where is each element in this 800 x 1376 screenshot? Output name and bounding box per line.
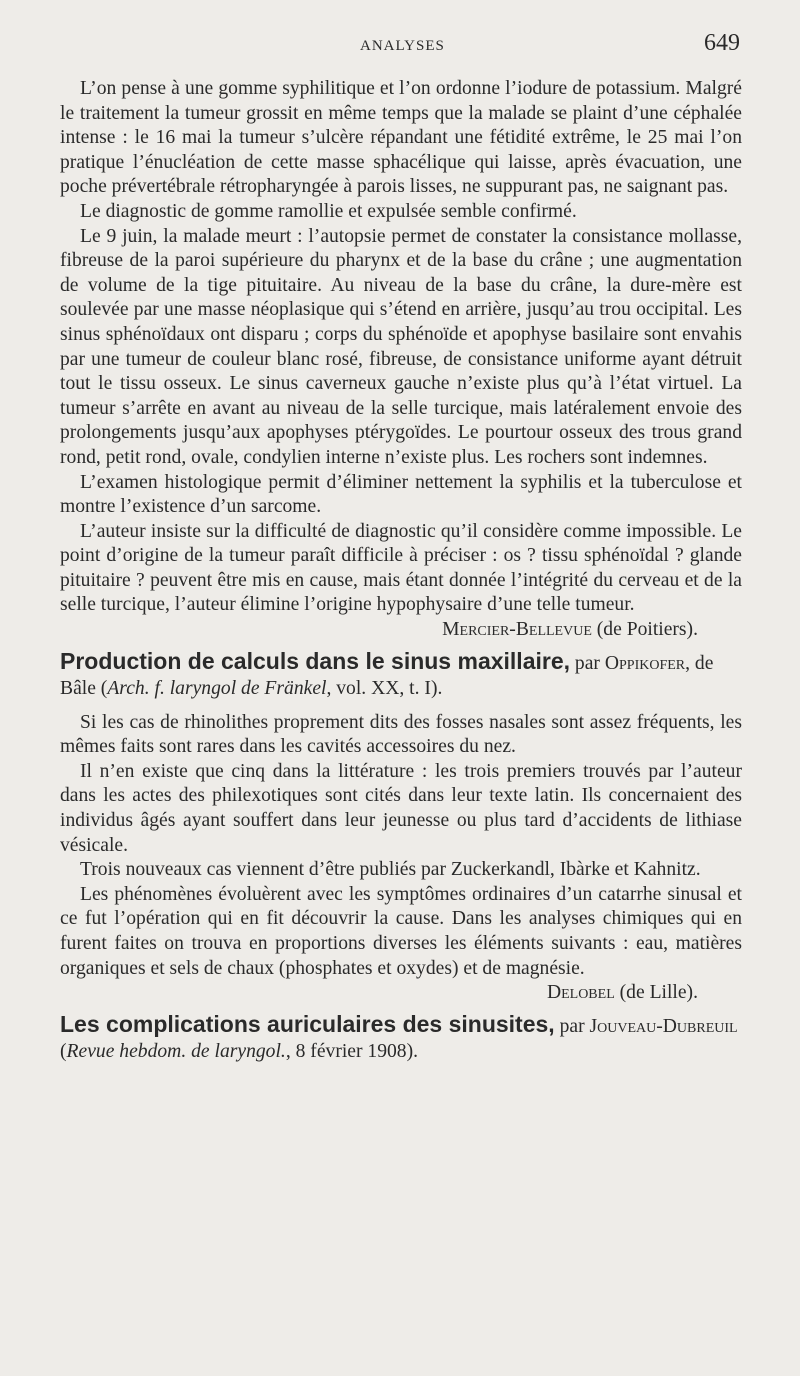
article2-by: par — [570, 652, 605, 674]
signature-name: Mercier-Bellevue — [442, 619, 592, 641]
article2-paragraph: Si les cas de rhinolithes proprement dits des fosses nasales sont assez fréquents, les mêmes faits sont rares dans les cavités accessoires du nez. — [60, 711, 742, 758]
article2-author-place: , de Bâle ( — [60, 652, 714, 699]
article3-journal: Revue hebdom. de laryngol. — [66, 1040, 286, 1062]
article2-signature — [60, 981, 742, 1006]
article1-paragraph: Le 9 juin, la malade meurt : l’autopsie permet de constater la consistance mollasse, fibreuse de la paroi supérieure du pharynx et de la base du crâne ; une augmentation de volume de la tige pituitaire. Au niveau de la base du crâne, la dure-mère est soulevée par une masse néoplasique qui s’étend en arrière, jusqu’au trou occipital. Les sinus sphénoïdaux ont disparu ; corps du sphénoïde et apophyse basilaire sont envahis par une tumeur de couleur blanc rosé, fibreuse, de consistance uniforme ayant détruit tout le tissu osseux. Le sinus caverneux gauche n’existe plus qu’à l’état virtuel. La tumeur s’arrête en avant au niveau de la selle turcique, mais latéralement envoie des prolongements jusqu’aux apophyses ptérygoïdes. Le pourtour osseux des trous grand rond, petit rond, ovale, condylien interne n’existe plus. Les rochers sont indemnes. — [60, 225, 742, 468]
article2-ref: , vol. XX, t. I). — [326, 677, 443, 699]
article1-paragraph: L’on pense à une gomme syphilitique et l’on ordonne l’iodure de potassium. Malgré le traitement la tumeur grossit en même temps que la malade se plaint d’une céphalée intense : le 16 mai la tumeur s’ulcère répandant une fétidité extrême, le 25 mai l’on pratique l’énucléation de cette masse sphacélique qui laisse, après évacuation, une poche prévertébrale rétropharyngée à parois lisses, ne suppurant pas, ne saignant pas. — [60, 78, 742, 198]
article2-paragraph: Il n’en existe que cinq dans la littérature : les trois premiers trouvés par l’auteur dans les actes des philexotiques sont cités dans leur texte latin. Ils concernaient des individus âgés ayant souffert dans leur jeunesse ou plus tard d’accidents de lithiase vésicale. — [60, 760, 742, 856]
article1-paragraph: L’examen histologique permit d’éliminer nettement la syphilis et la tuberculose et montre l’existence d’un sarcome. — [60, 471, 742, 518]
article3-open: ( — [60, 1040, 67, 1062]
article3-ref: , 8 février 1908). — [285, 1040, 419, 1062]
article2-heading — [60, 649, 742, 701]
article3-title: Les complications auriculaires des sinusites, — [60, 1010, 555, 1037]
signature-name: Delobel — [546, 982, 615, 1004]
signature-place: (de Lille). — [614, 982, 698, 1004]
article1-paragraph: L’auteur insiste sur la difficulté de diagnostic qu’il considère comme impossible. Le point d’origine de la tumeur paraît difficile à préciser : os ? tissu sphénoïdal ? glande pituitaire ? peuvent être mis en cause, mais étant donnée l’intégrité du cerveau et de la selle turcique, l’auteur élimine l’origine hypophysaire d’une telle tumeur. — [60, 520, 742, 616]
article3-by: par — [554, 1015, 590, 1037]
article1-paragraph: Le diagnostic de gomme ramollie et expulsée semble confirmé. — [80, 200, 577, 222]
article2-author: Oppikofer — [604, 652, 686, 674]
article2-journal: Arch. f. laryngol de Fränkel — [107, 677, 327, 699]
page-number: 649 — [704, 30, 740, 56]
article3-heading — [60, 1012, 742, 1064]
article2-paragraph: Trois nouveaux cas viennent d’être publiés par Zuckerkandl, Ibàrke et Kahnitz. — [80, 859, 701, 881]
article3-author: Jouveau-Dubreuil — [589, 1015, 738, 1037]
signature-place: (de Poitiers). — [591, 619, 698, 641]
article1-signature — [60, 618, 742, 643]
spacer — [60, 701, 742, 711]
article2-title: Production de calculs dans le sinus maxillaire, — [60, 647, 571, 674]
page-header — [60, 30, 740, 64]
article2-paragraph: Les phénomènes évoluèrent avec les symptômes ordinaires d’un catarrhe sinusal et ce fut l’opération qui en fit découvrir la cause. Dans les analyses chimiques qui en furent faites on trouva en proportions diverses les éléments suivants : eau, matières organiques et sels de chaux (phosphates et oxydes) et de magnésie. — [60, 883, 742, 979]
running-head: ANALYSES — [360, 38, 445, 54]
page-body — [60, 77, 742, 1064]
